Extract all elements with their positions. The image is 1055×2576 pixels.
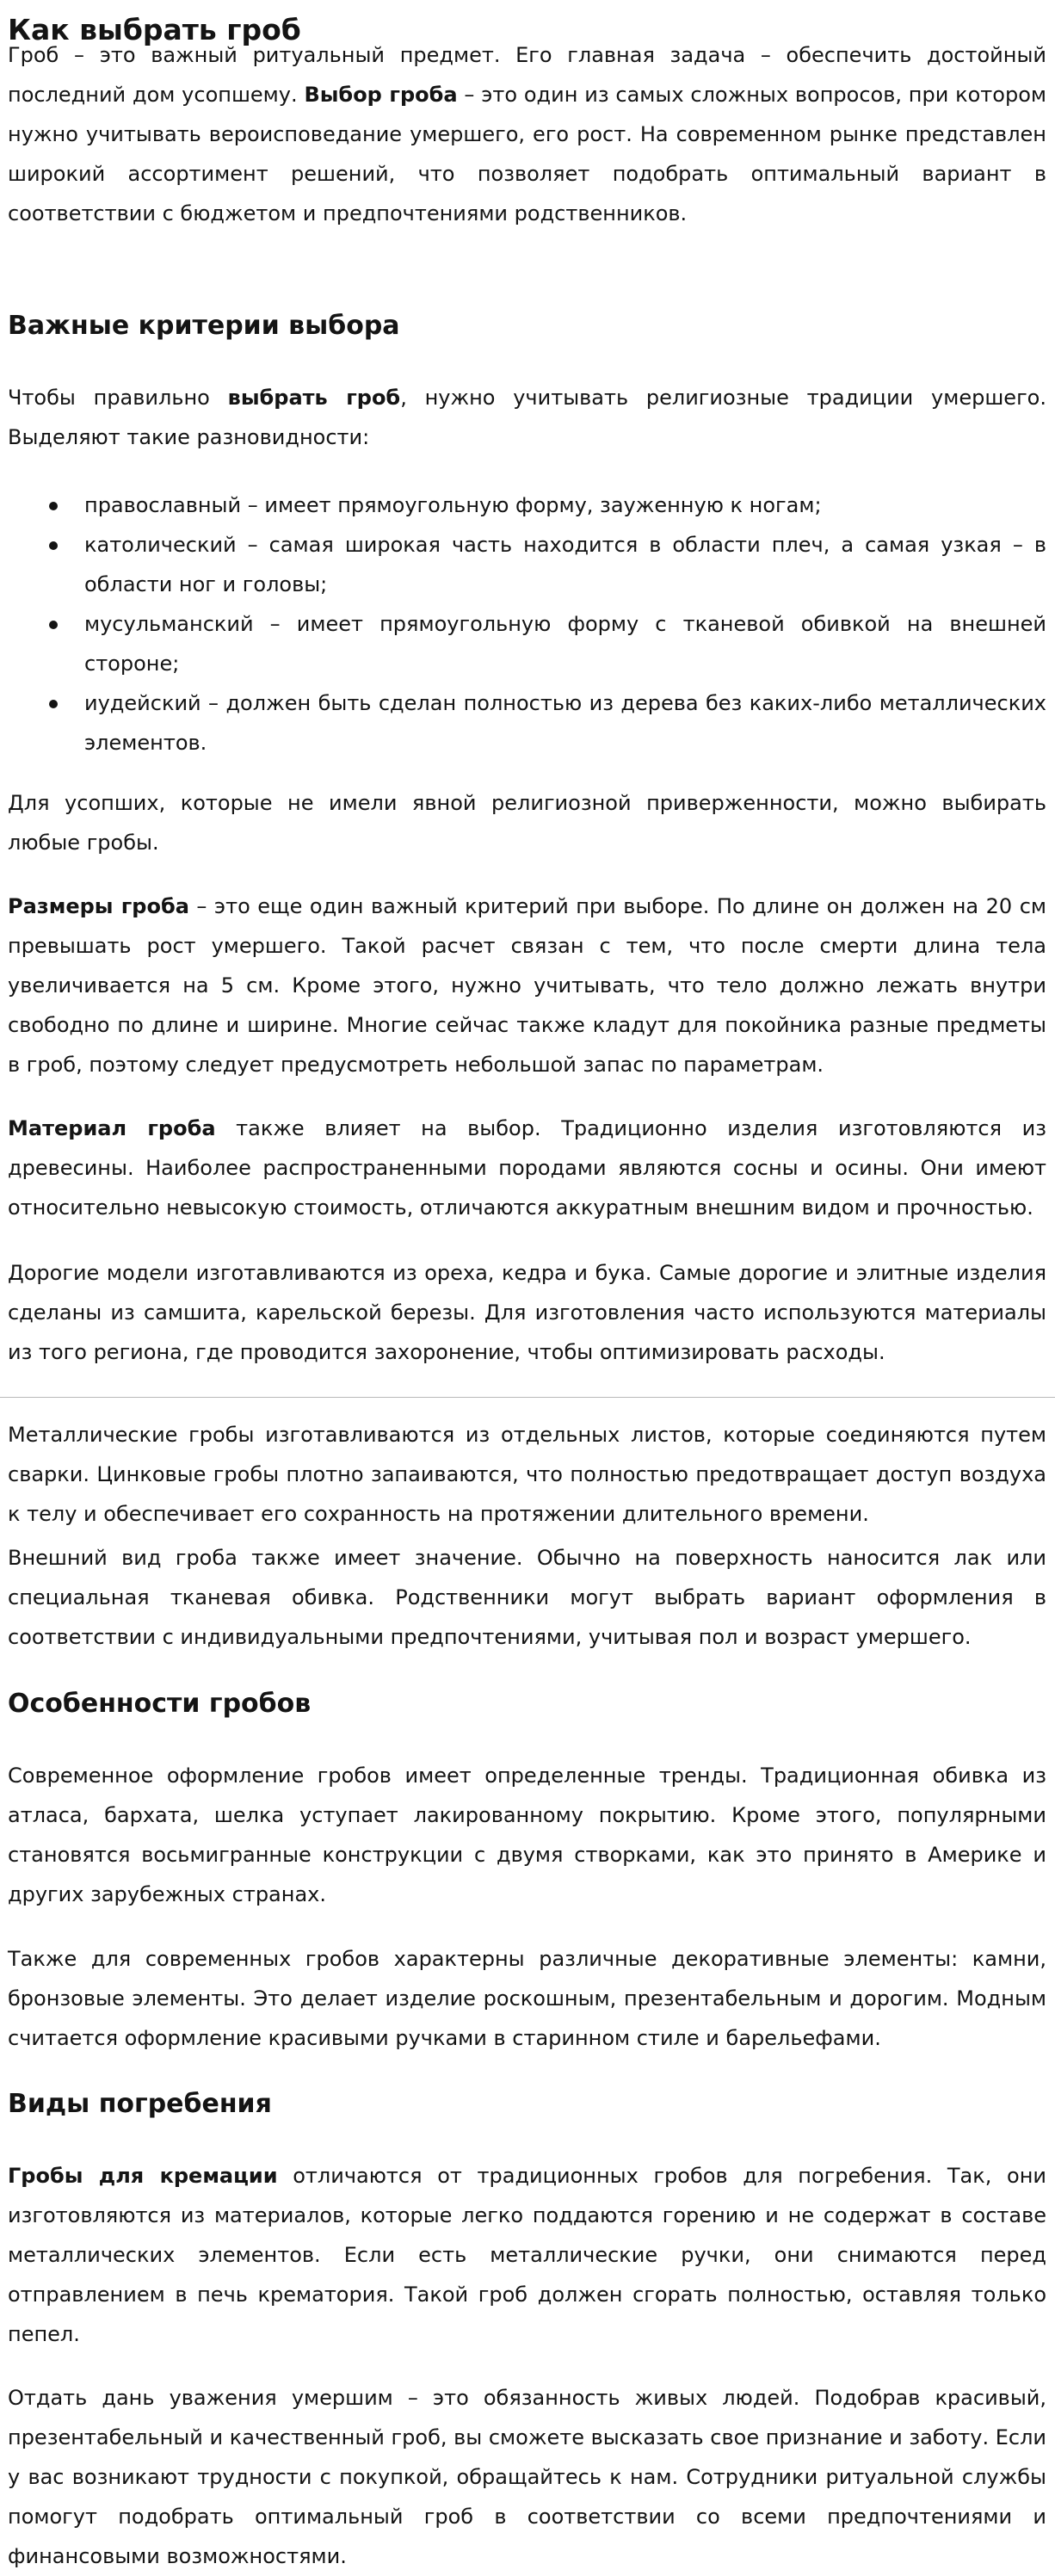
intro-text-start: Гроб – это важный ритуальный предмет. Его главная задача – обеспечить достойный последний дом усопшему. [8, 43, 1046, 107]
divider [0, 1397, 1055, 1398]
intro-paragraph [8, 35, 1046, 233]
page-title: Как выбрать гроб [8, 13, 301, 46]
material-bold-phrase: Материал гроба [8, 1116, 216, 1140]
bullet-icon [49, 541, 58, 550]
intro-bold-phrase: Выбор гроба [304, 83, 458, 107]
bullet-icon [49, 502, 58, 510]
no-religion-paragraph: Для усопших, которые не имели явной религиозной приверженности, можно выбирать любые гробы. [8, 791, 1046, 855]
list-item-text: мусульманский – имеет прямоугольную форму с тканевой обивкой на внешней стороне; [84, 612, 1046, 676]
closing-paragraph: Отдать дань уважения умершим – это обязанность живых людей. Подобрав красивый, презентабельный и качественный гроб, вы сможете высказать свое признание и заботу. Если у вас возникают трудности с покупкой, обращайтесь к нам. Сотрудники ритуальной службы помогут подобрать оптимальный гроб в соответствии со всеми предпочтениями и финансовыми возможностями. [8, 2386, 1047, 2568]
list-item [8, 604, 1046, 683]
sizes-text: – это еще один важный критерий при выборе. По длине он должен на 20 см превышать рост умершего. Такой расчет связан с тем, что после смерти длина тела увеличивается на 5 см. Кроме этого, нужно учитывать, что тело должно лежать внутри свободно по длине и ширине. Многие сейчас также кладут для покойника разные предметы в гроб, поэтому следует предусмотреть небольшой запас по параметрам. [8, 894, 1046, 1077]
bullet-icon [49, 700, 58, 708]
cremation-text: отличаются от традиционных гробов для погребения. Так, они изготовляются из материалов, которые легко поддаются горению и не содержат в составе металлических элементов. Если есть металлические ручки, они снимаются перед отправлением в печь крематория. Такой гроб должен сгорать полностью, оставляя только пепел. [8, 2164, 1047, 2346]
appearance-paragraph: Внешний вид гроба также имеет значение. Обычно на поверхность наносится лак или специальная тканевая обивка. Родственники могут выбрать вариант оформления в соответствии с индивидуальными предпочтениями, учитывая пол и возраст умершего. [8, 1546, 1046, 1649]
list-item [8, 683, 1046, 763]
list-item [8, 485, 1046, 525]
heading-burial: Виды погребения [8, 2089, 272, 2119]
trends-paragraph: Современное оформление гробов имеет определенные тренды. Традиционная обивка из атласа, бархата, шелка уступает лакированному покрытию. Кроме этого, популярными становятся восьмигранные конструкции с двумя створками, как это принято в Америке и других зарубежных странах. [8, 1764, 1046, 1906]
cremation-paragraph [8, 2156, 1046, 2354]
decor-paragraph: Также для современных гробов характерны различные декоративные элементы: камни, бронзовые элементы. Это делает изделие роскошным, презентабельным и дорогим. Модным считается оформление красивыми ручками в старинном стиле и барельефами. [8, 1947, 1046, 2050]
criteria-lead-start: Чтобы правильно [8, 386, 228, 410]
criteria-lead-paragraph [8, 378, 1046, 457]
religion-list [8, 485, 1046, 763]
bullet-icon [49, 621, 58, 629]
expensive-models-paragraph: Дорогие модели изготавливаются из ореха, кедра и бука. Самые дорогие и элитные изделия сделаны из самшита, карельской березы. Для изготовления часто используются материалы из того региона, где проводится захоронение, чтобы оптимизировать расходы. [8, 1261, 1046, 1364]
list-item-text: католический – самая широкая часть находится в области плеч, а самая узкая – в области ног и головы; [84, 533, 1046, 596]
heading-features: Особенности гробов [8, 1689, 312, 1719]
criteria-lead-bold: выбрать гроб [227, 386, 401, 410]
list-item [8, 525, 1046, 604]
sizes-paragraph [8, 886, 1046, 1084]
metal-coffins-paragraph: Металлические гробы изготавливаются из отдельных листов, которые соединяются путем сварки. Цинковые гробы плотно запаиваются, что полностью предотвращает доступ воздуха к телу и обеспечивает его сохранность на протяжении длительного времени. [8, 1423, 1046, 1526]
list-item-text: иудейский – должен быть сделан полностью из дерева без каких-либо металлических элементов. [84, 691, 1046, 755]
intro-text-end: – это один из самых сложных вопросов, при котором нужно учитывать вероисповедание умершего, его рост. На современном рынке представлен широкий ассортимент решений, что позволяет подобрать оптимальный вариант в соответствии с бюджетом и предпочтениями родственников. [8, 83, 1046, 225]
heading-criteria: Важные критерии выбора [8, 311, 400, 341]
list-item-text: православный – имеет прямоугольную форму, зауженную к ногам; [84, 493, 822, 517]
criteria-lead-end: , нужно учитывать религиозные традиции умершего. Выделяют такие разновидности: [8, 386, 1046, 449]
material-text: также влияет на выбор. Традиционно изделия изготовляются из древесины. Наиболее распространенными породами являются сосны и осины. Они имеют относительно невысокую стоимость, отличаются аккуратным внешним видом и прочностью. [8, 1116, 1046, 1220]
sizes-bold-phrase: Размеры гроба [8, 894, 189, 918]
material-paragraph [8, 1109, 1046, 1227]
cremation-bold-phrase: Гробы для кремации [8, 2164, 278, 2188]
